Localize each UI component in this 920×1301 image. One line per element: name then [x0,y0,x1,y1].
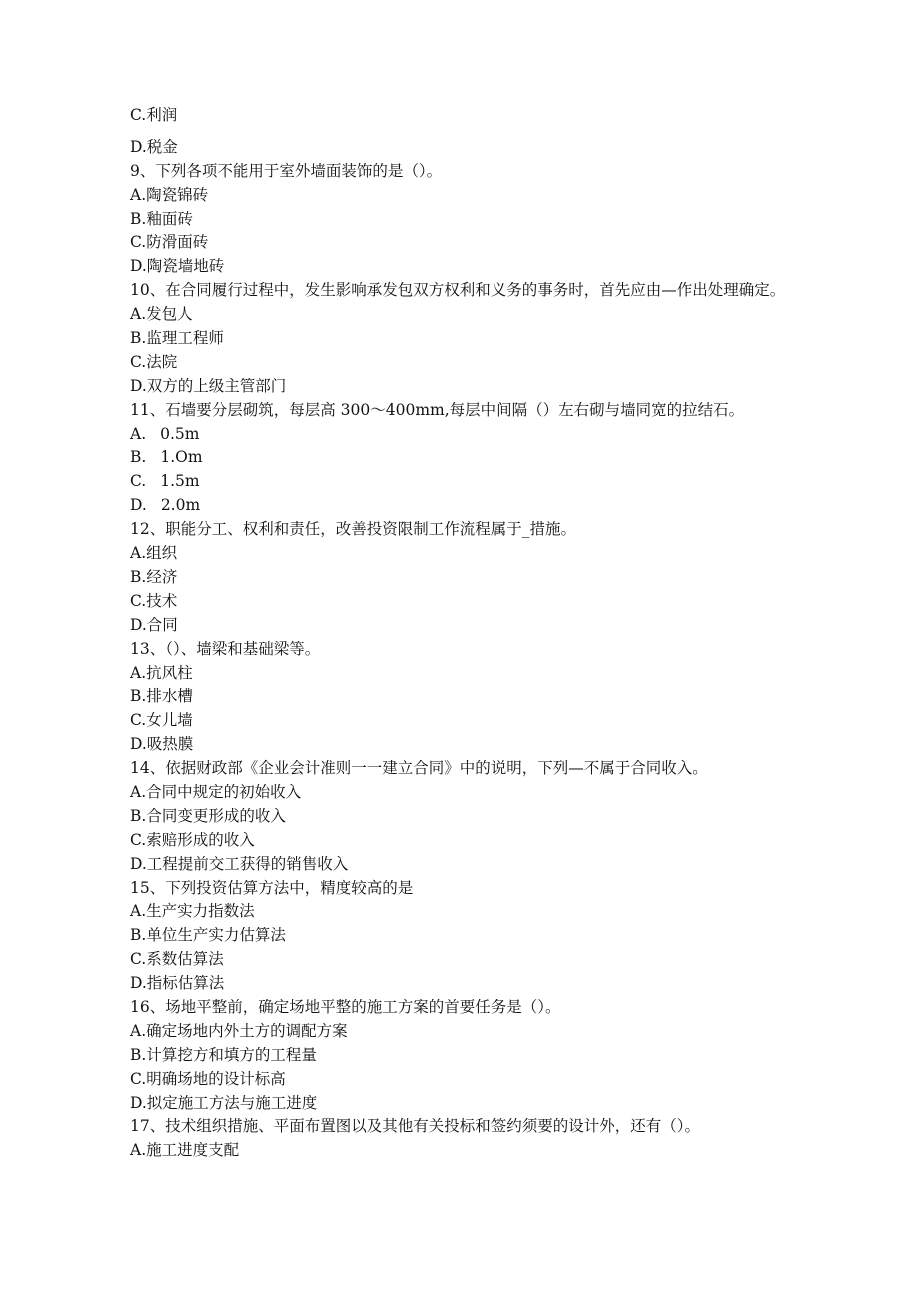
option-line: B.计算挖方和填方的工程量 [130,1045,317,1064]
option-line: B.单位生产实力估算法 [130,926,286,945]
option-line: C.明确场地的设计标高 [130,1069,286,1088]
option-line: D.合同 [130,615,178,634]
option-line: A.施工进度支配 [130,1141,240,1160]
option-line [130,446,790,470]
option-line: D.陶瓷墙地砖 [130,257,225,276]
option-line: D.指标估算法 [130,974,225,993]
option-line [130,494,790,518]
option-line: C.女儿墙 [130,711,193,730]
option-line: A.抗风柱 [130,663,193,682]
question-9: 9、下列各项不能用于室外墙面装饰的是（）。 [130,161,443,180]
option-line: A.发包人 [130,305,193,324]
option-line: D.吸热膜 [130,735,194,754]
option-line: A.陶瓷锦砖 [130,185,209,204]
question-10: 10、在合同履行过程中，发生影响承发包双方权利和义务的事务时，首先应由—作出处理确定。 [130,281,786,300]
option-line: C.利润 [130,106,178,124]
question-16: 16、场地平整前，确定场地平整的施工方案的首要任务是（）。 [130,997,561,1016]
option-line: A.生产实力指数法 [130,902,255,921]
option-line: A.合同中规定的初始收入 [130,782,302,801]
question-14: 14、依据财政部《企业会计准则一一建立合同》中的说明，下列—不属于合同收入。 [130,759,708,778]
option-value: 1.Om [160,448,203,467]
option-line: D.工程提前交工获得的销售收入 [130,854,349,873]
option-line: C.法院 [130,352,178,371]
question-11: 11、石墙要分层砌筑，每层高 300～400mm,每层中间隔（）左右砌与墙同宽的拉结石。 [130,400,745,419]
option-line: B.釉面砖 [130,209,193,228]
option-value: 2.0m [160,496,201,515]
option-line: D.税金 [130,137,178,156]
option-value: 1.5m [160,472,200,491]
option-line: A.组织 [130,544,178,563]
option-line: C.防滑面砖 [130,233,209,252]
option-value: 0.5m [160,424,200,443]
option-line: B.监理工程师 [130,329,224,348]
option-line: B.合同变更形成的收入 [130,806,286,825]
question-15: 15、下列投资估算方法中，精度较高的是 [130,878,414,897]
option-line: C.系数估算法 [130,950,224,969]
exam-questions [130,104,790,1163]
question-17: 17、技术组织措施、平面布置图以及其他有关投标和签约须要的设计外，还有（）。 [130,1117,700,1136]
option-line: B.排水槽 [130,687,193,706]
option-label: A. [130,424,147,443]
option-line: D.双方的上级主管部门 [130,376,287,395]
option-label: D. [130,496,147,515]
option-line: A.确定场地内外土方的调配方案 [130,1021,348,1040]
question-13: 13、（）、墙梁和基础梁等。 [130,639,321,658]
option-line [130,423,790,447]
option-line: C.索赔形成的收入 [130,830,255,849]
option-line: C.技术 [130,591,178,610]
option-line: B.经济 [130,567,178,586]
option-label: C. [130,472,147,491]
option-label: B. [130,448,147,467]
question-12: 12、职能分工、权利和责任，改善投资限制工作流程属于_措施。 [130,520,576,539]
option-line: D.拟定施工方法与施工进度 [130,1093,318,1112]
option-line [130,470,790,494]
